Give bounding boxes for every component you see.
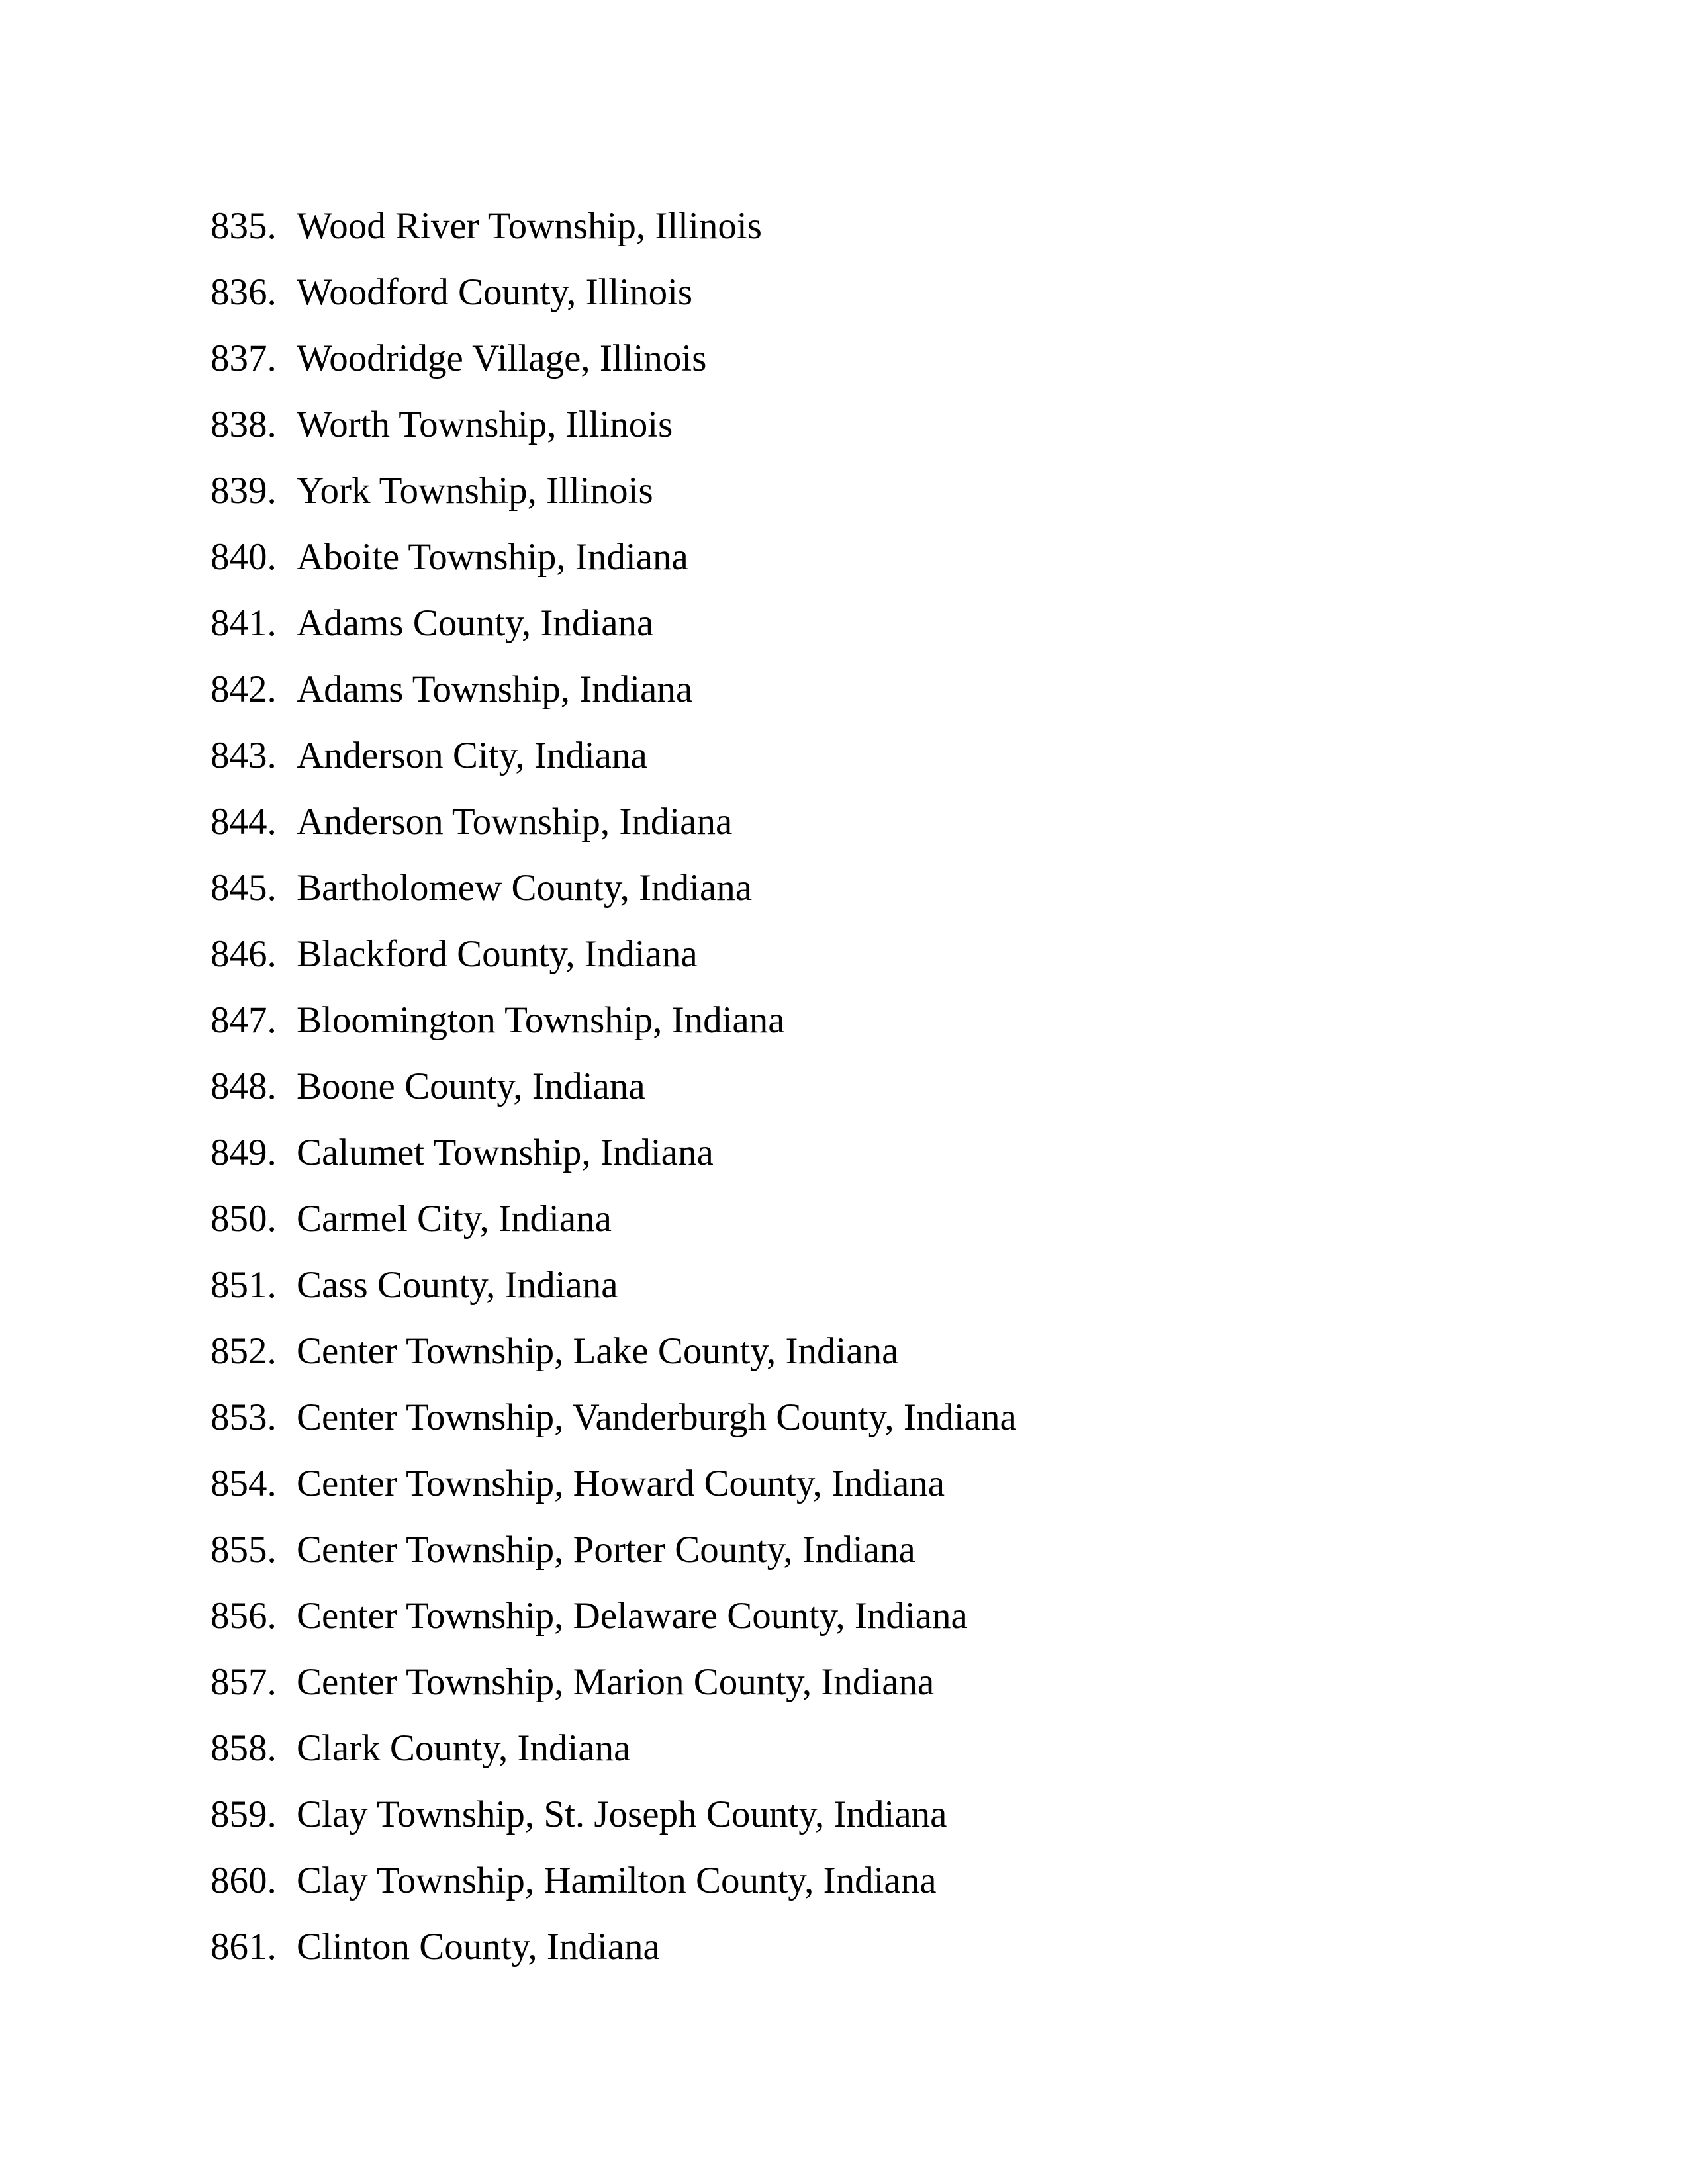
list-item-number: 853. <box>211 1396 277 1438</box>
list-item-number: 839. <box>211 470 277 512</box>
list-item-number: 855. <box>211 1529 277 1570</box>
list-item-number: 845. <box>211 867 277 909</box>
list-item <box>211 193 1017 259</box>
list-item-number: 857. <box>211 1661 277 1703</box>
list-item <box>211 1517 1017 1583</box>
list-item <box>211 326 1017 392</box>
list-item-text: Wood River Township, Illinois <box>297 205 762 247</box>
list-item-text: Anderson Township, Indiana <box>297 801 733 842</box>
list-item-text: Woodridge Village, Illinois <box>297 338 707 379</box>
list-item <box>211 1054 1017 1120</box>
list-item <box>211 259 1017 326</box>
list-item-number: 861. <box>211 1926 277 1968</box>
list-item-text: Clinton County, Indiana <box>297 1926 660 1968</box>
list-item-text: Center Township, Vanderburgh County, Indiana <box>297 1396 1017 1438</box>
list-item-number: 852. <box>211 1330 277 1372</box>
list-item <box>211 657 1017 723</box>
list-item-number: 859. <box>211 1794 277 1835</box>
list-item <box>211 1252 1017 1318</box>
list-item-text: Calumet Township, Indiana <box>297 1132 714 1173</box>
list-item-text: Carmel City, Indiana <box>297 1198 612 1240</box>
list-item-number: 837. <box>211 338 277 379</box>
list-item <box>211 590 1017 657</box>
list-item-text: Clay Township, Hamilton County, Indiana <box>297 1860 937 1901</box>
list-item <box>211 921 1017 987</box>
jurisdiction-list <box>211 193 1017 1980</box>
list-item-number: 842. <box>211 668 277 710</box>
list-item-text: Center Township, Lake County, Indiana <box>297 1330 899 1372</box>
list-item-text: Center Township, Porter County, Indiana <box>297 1529 915 1570</box>
list-item-text: Boone County, Indiana <box>297 1066 645 1107</box>
list-item-number: 846. <box>211 933 277 975</box>
list-item <box>211 723 1017 789</box>
list-item <box>211 1848 1017 1914</box>
list-item-text: Woodford County, Illinois <box>297 271 693 313</box>
list-item <box>211 524 1017 590</box>
list-item-text: Clay Township, St. Joseph County, Indiana <box>297 1794 947 1835</box>
list-item-number: 843. <box>211 735 277 776</box>
list-item-number: 838. <box>211 404 277 445</box>
list-item <box>211 987 1017 1054</box>
list-item-number: 854. <box>211 1463 277 1504</box>
list-item <box>211 1583 1017 1649</box>
list-item <box>211 1914 1017 1980</box>
list-item-number: 851. <box>211 1264 277 1306</box>
list-item-number: 848. <box>211 1066 277 1107</box>
list-item-number: 856. <box>211 1595 277 1637</box>
list-item-text: Bartholomew County, Indiana <box>297 867 753 909</box>
list-item <box>211 1715 1017 1782</box>
list-item-number: 847. <box>211 999 277 1041</box>
list-item <box>211 392 1017 458</box>
list-item-text: Bloomington Township, Indiana <box>297 999 785 1041</box>
list-item <box>211 1120 1017 1186</box>
list-item-number: 844. <box>211 801 277 842</box>
list-item-text: Worth Township, Illinois <box>297 404 673 445</box>
list-item <box>211 1649 1017 1715</box>
list-item <box>211 1385 1017 1451</box>
list-item <box>211 1318 1017 1385</box>
list-item <box>211 458 1017 524</box>
list-item-number: 841. <box>211 602 277 644</box>
list-item <box>211 789 1017 855</box>
list-item-number: 840. <box>211 536 277 578</box>
list-item <box>211 1186 1017 1252</box>
list-item-text: Center Township, Howard County, Indiana <box>297 1463 945 1504</box>
list-item-text: Aboite Township, Indiana <box>297 536 688 578</box>
list-item-number: 850. <box>211 1198 277 1240</box>
list-item-number: 849. <box>211 1132 277 1173</box>
list-item-number: 860. <box>211 1860 277 1901</box>
list-item-text: Center Township, Marion County, Indiana <box>297 1661 935 1703</box>
list-item-text: Adams County, Indiana <box>297 602 654 644</box>
list-item-text: Anderson City, Indiana <box>297 735 647 776</box>
list-item <box>211 1451 1017 1517</box>
list-item <box>211 855 1017 921</box>
list-item-text: Cass County, Indiana <box>297 1264 618 1306</box>
list-item-number: 858. <box>211 1727 277 1769</box>
list-item-text: Adams Township, Indiana <box>297 668 693 710</box>
list-item <box>211 1782 1017 1848</box>
list-item-number: 835. <box>211 205 277 247</box>
list-item-number: 836. <box>211 271 277 313</box>
list-item-text: York Township, Illinois <box>297 470 653 512</box>
list-item-text: Blackford County, Indiana <box>297 933 698 975</box>
list-item-text: Center Township, Delaware County, Indiana <box>297 1595 968 1637</box>
list-item-text: Clark County, Indiana <box>297 1727 631 1769</box>
